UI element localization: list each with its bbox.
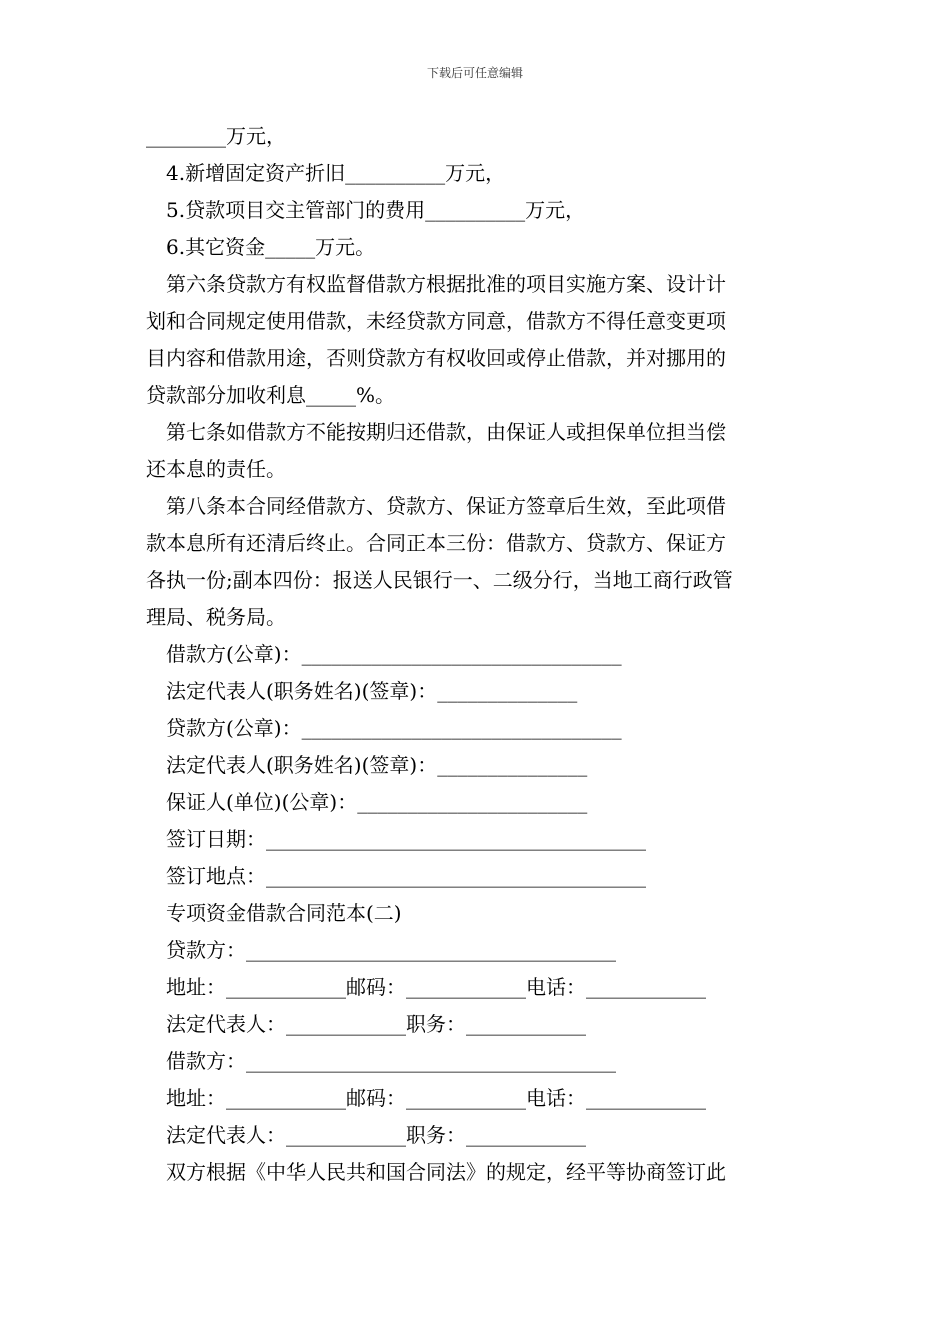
party-line: 地址：____________邮码：____________电话：____________ — [166, 1086, 706, 1110]
text-line: 目内容和借款用途，否则贷款方有权收回或停止借款，并对挪用的 — [146, 346, 726, 370]
party-line: 法定代表人：____________职务：____________ — [166, 1012, 586, 1036]
text-line: 第八条本合同经借款方、贷款方、保证方签章后生效，至此项借 — [166, 494, 726, 518]
signature-block — [146, 636, 806, 895]
contract-template-2 — [146, 895, 806, 1191]
signature-line: 法定代表人(职务姓名)(签章)：_______________ — [166, 753, 588, 777]
text-line: 6.其它资金_____万元。 — [166, 235, 376, 259]
text-line: 还本息的责任。 — [146, 457, 286, 481]
party-line: 地址：____________邮码：____________电话：____________ — [166, 975, 706, 999]
signature-line: 保证人(单位)(公章)：_______________________ — [166, 790, 588, 814]
document-body — [146, 118, 806, 1191]
paragraph-article-7 — [146, 414, 806, 488]
section-title: 专项资金借款合同范本(二) — [166, 901, 402, 925]
text-line: 贷款部分加收利息_____%。 — [146, 383, 396, 407]
party-line: 贷款方：_____________________________________ — [166, 938, 616, 962]
signature-line: 贷款方(公章)：________________________________ — [166, 716, 622, 740]
party-line: 法定代表人：____________职务：____________ — [166, 1123, 586, 1147]
text-line: 4.新增固定资产折旧__________万元， — [166, 161, 506, 185]
text-line: 各执一份;副本四份：报送人民银行一、二级分行，当地工商行政管 — [146, 568, 733, 592]
signature-line: 借款方(公章)：________________________________ — [166, 642, 622, 666]
text-line: 5.贷款项目交主管部门的费用__________万元， — [166, 198, 586, 222]
text-line: 第六条贷款方有权监督借款方根据批准的项目实施方案、设计计 — [166, 272, 726, 296]
signature-line: 签订地点：______________________________________ — [166, 864, 646, 888]
party-line: 借款方：_____________________________________ — [166, 1049, 616, 1073]
page-header: 下载后可任意编辑 — [426, 66, 523, 80]
signature-line: 法定代表人(职务姓名)(签章)：______________ — [166, 679, 578, 703]
text-line: 理局、税务局。 — [146, 605, 286, 629]
text-line: ________万元， — [146, 124, 286, 148]
text-line: 款本息所有还清后终止。合同正本三份：借款方、贷款方、保证方 — [146, 531, 726, 555]
text-line: 第七条如借款方不能按期归还借款，由保证人或担保单位担当偿 — [166, 420, 726, 444]
paragraph-article-8 — [146, 488, 806, 636]
text-line: 划和合同规定使用借款，未经贷款方同意，借款方不得任意变更项 — [146, 309, 726, 333]
signature-line: 签订日期：______________________________________ — [166, 827, 646, 851]
paragraph-article-6 — [146, 266, 806, 414]
closing-line: 双方根据《中华人民共和国合同法》的规定，经平等协商签订此 — [166, 1160, 726, 1184]
